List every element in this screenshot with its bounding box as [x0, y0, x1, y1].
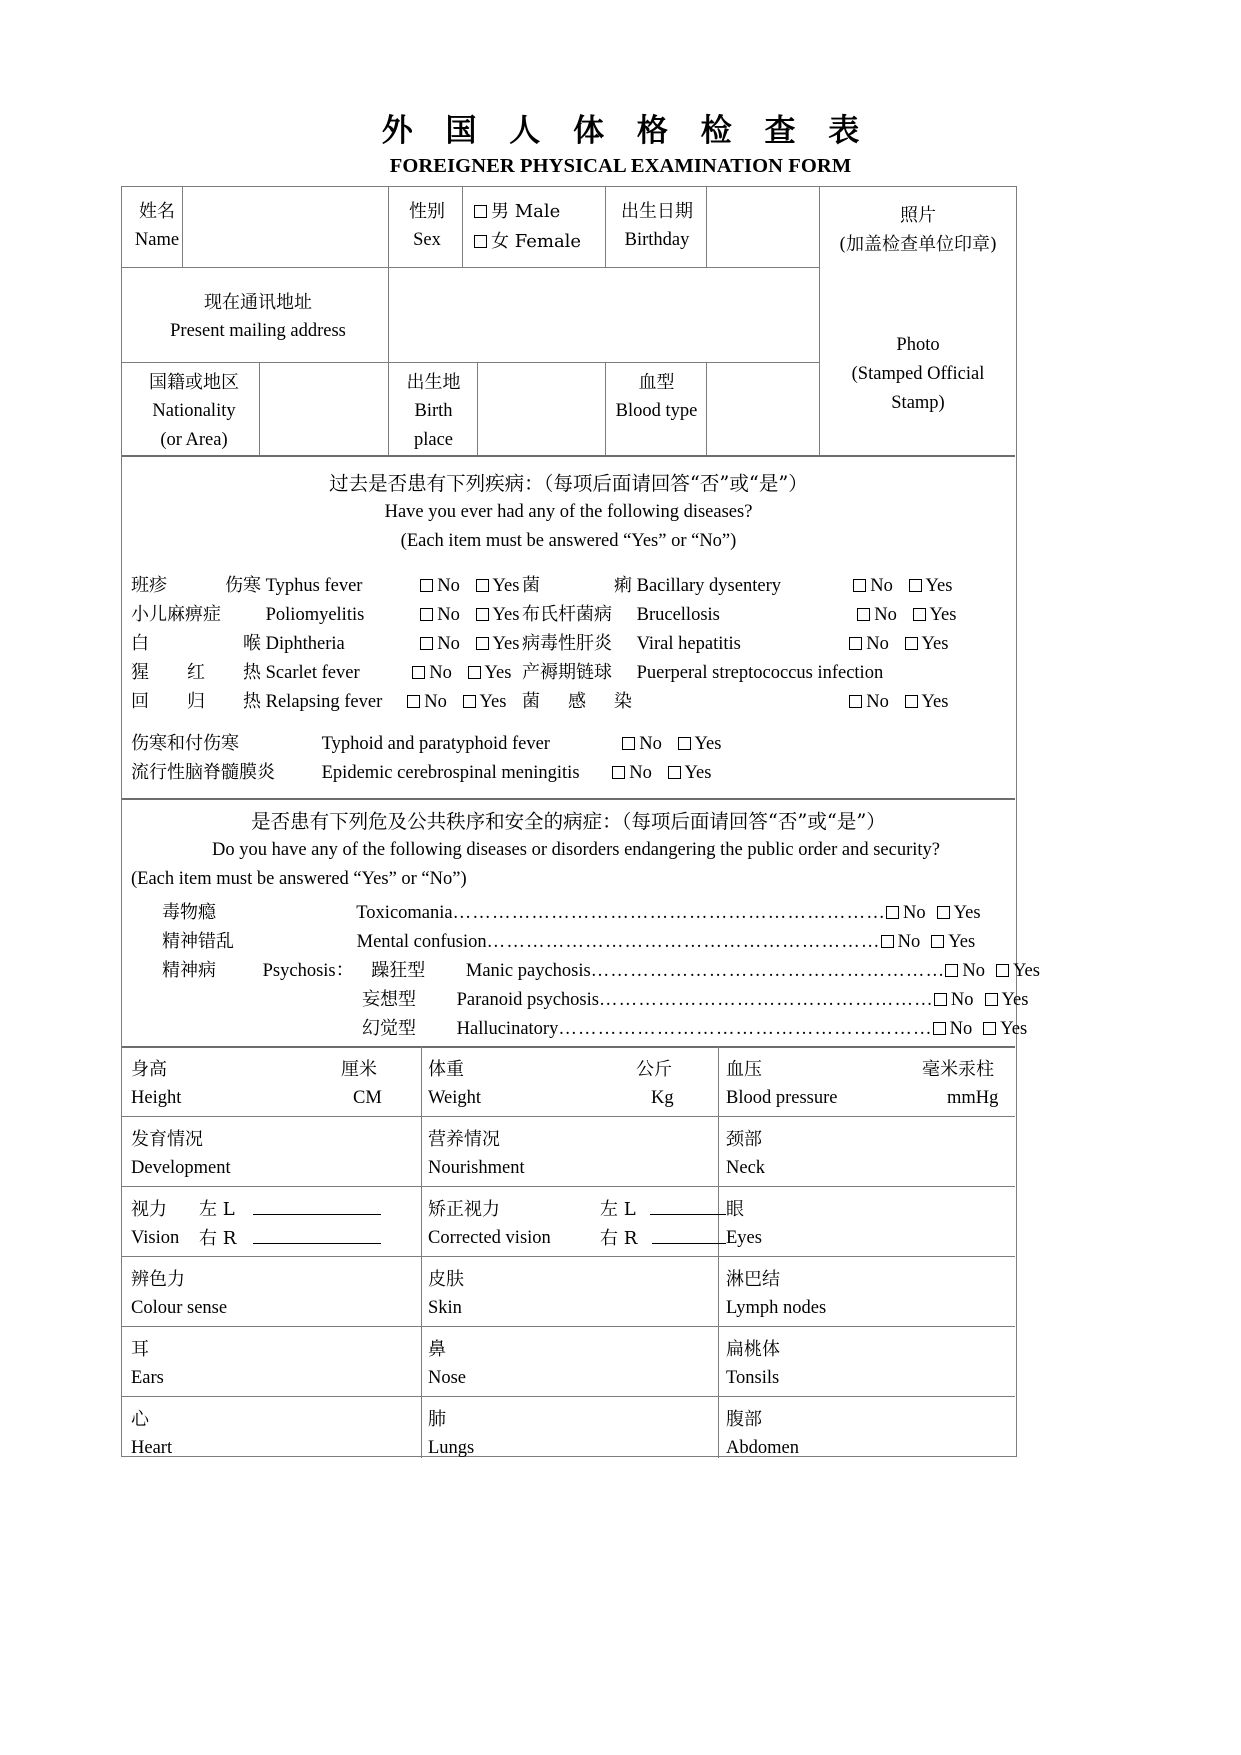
vision-right-label: 右 R [199, 1228, 237, 1249]
exam-label-cn: 皮肤 [428, 1269, 464, 1290]
female-checkbox[interactable] [474, 235, 487, 248]
exam-label-cn: 淋巴结 [726, 1269, 780, 1290]
exam-label-cn: 身高 [131, 1059, 167, 1080]
yes-label: Yes [1000, 1019, 1028, 1039]
exam-cell-nourishment[interactable] [428, 1125, 714, 1183]
field-bloodtype-label-en: Blood type [615, 401, 698, 421]
birthday-input[interactable] [708, 189, 817, 265]
diseases-heading [122, 469, 1015, 556]
male-checkbox[interactable] [474, 205, 487, 218]
leader-dots: ………………………………………………………… [452, 903, 887, 923]
no-checkbox[interactable] [420, 608, 433, 621]
disease-label-cn: 回 归 热 [131, 691, 261, 712]
disorder-yes-option[interactable] [931, 932, 975, 952]
disease-label-cn: 伤寒和付伤寒 [131, 733, 239, 754]
exam-label-en: Skin [428, 1298, 462, 1318]
public-order-row [362, 1014, 1027, 1040]
exam-label-en: Heart [131, 1438, 173, 1458]
no-label: No [897, 932, 921, 952]
exam-unit-cn: 毫米汞柱 [922, 1059, 994, 1080]
public-order-heading-cn-wrap [122, 807, 1015, 836]
disease-no-option[interactable] [407, 692, 447, 712]
exam-label-en: Vision [131, 1228, 180, 1248]
no-checkbox[interactable] [945, 964, 958, 977]
no-checkbox[interactable] [407, 695, 420, 708]
public-order-row [162, 927, 975, 953]
yes-label: Yes [921, 692, 949, 712]
corrected-vision-left-label: 左 L [600, 1199, 636, 1220]
exam-label-en: Blood pressure [726, 1088, 838, 1108]
rule [421, 1046, 422, 1458]
photo-cell[interactable] [821, 187, 1015, 455]
diseases-heading-en2: (Each item must be answered “Yes” or “No”) [400, 531, 737, 551]
disease-label-cn: 小儿麻痹症 [131, 604, 221, 625]
exam-cell-blood-pressure[interactable] [726, 1055, 1011, 1113]
exam-label-cn: 扁桃体 [726, 1339, 780, 1360]
no-checkbox[interactable] [849, 695, 862, 708]
exam-label-cn: 辨色力 [131, 1269, 185, 1290]
yes-label: Yes [492, 576, 520, 596]
public-order-heading-en2: (Each item must be answered “Yes” or “No”) [131, 869, 467, 889]
field-birthplace-label-en: Birth [414, 401, 453, 421]
no-label: No [874, 605, 897, 625]
no-label: No [639, 734, 662, 754]
no-checkbox[interactable] [612, 766, 625, 779]
yes-label: Yes [953, 903, 981, 923]
rule [122, 1116, 1015, 1117]
no-label: No [870, 576, 893, 596]
field-name-label-cn: 姓名 [139, 201, 175, 222]
disorder-label-en: Hallucinatory [456, 1019, 559, 1039]
exam-label-cn: 鼻 [428, 1339, 446, 1360]
page-title-english: FOREIGNER PHYSICAL EXAMINATION FORM [389, 155, 852, 177]
yes-checkbox[interactable] [668, 766, 681, 779]
vision-left-label: 左 L [199, 1199, 235, 1220]
field-nationality-label-en2: (or Area) [160, 430, 228, 450]
no-label: No [962, 961, 985, 981]
no-label: No [866, 692, 889, 712]
yes-label: Yes [694, 734, 722, 754]
disease-yes-option[interactable] [463, 692, 507, 712]
field-sex-label-en: Sex [413, 230, 441, 250]
exam-label-en: Nose [428, 1368, 467, 1388]
yes-checkbox[interactable] [463, 695, 476, 708]
disease-row [131, 687, 506, 713]
exam-label-en: Neck [726, 1158, 766, 1178]
disease-row [131, 571, 519, 597]
leader-dots: ……………………………………………… [590, 961, 946, 981]
disease-no-option[interactable] [622, 734, 662, 754]
yes-label: Yes [684, 763, 712, 783]
rule [122, 1186, 1015, 1187]
disorder-no-option[interactable] [881, 932, 921, 952]
corrected-vision-right-label: 右 R [600, 1228, 638, 1249]
disease-row [131, 629, 519, 655]
no-checkbox[interactable] [412, 666, 425, 679]
disorder-yes-option[interactable] [983, 1019, 1027, 1039]
exam-label-en: Development [131, 1158, 231, 1178]
sex-options [474, 197, 602, 257]
exam-cell-development[interactable] [131, 1125, 417, 1183]
no-checkbox[interactable] [420, 637, 433, 650]
disease-row [522, 571, 952, 597]
yes-checkbox[interactable] [937, 906, 950, 919]
no-label: No [424, 692, 447, 712]
disorder-label-en: Paranoid psychosis [456, 990, 599, 1010]
disorder-no-option[interactable] [934, 990, 974, 1010]
disease-yes-option[interactable] [913, 605, 957, 625]
disease-yes-option[interactable] [476, 605, 520, 625]
exam-cell-abdomen[interactable] [726, 1405, 1011, 1463]
yes-checkbox[interactable] [931, 935, 944, 948]
field-nationality [130, 368, 258, 455]
exam-cell-skin[interactable] [428, 1265, 714, 1323]
rule [122, 1326, 1015, 1327]
exam-label-cn: 眼 [726, 1199, 744, 1220]
exam-label-en: Corrected vision [428, 1228, 551, 1248]
exam-label-en: Ears [131, 1368, 164, 1388]
exam-label-cn: 肺 [428, 1409, 446, 1430]
public-order-heading-cn: 是否患有下列危及公共秩序和安全的病症：（每项后面请回答“否”或“是”） [251, 810, 886, 833]
disorder-yes-option[interactable] [985, 990, 1029, 1010]
sex-option-male[interactable] [474, 197, 602, 227]
field-bloodtype [609, 368, 704, 426]
diseases-heading-cn: 过去是否患有下列疾病：（每项后面请回答“否”或“是”） [329, 472, 808, 495]
disease-no-option[interactable] [849, 634, 889, 654]
photo-label-en: Photo [896, 335, 940, 355]
photo-label-en3: Stamp) [891, 393, 945, 413]
disease-no-option[interactable] [857, 605, 897, 625]
field-bloodtype-label-cn: 血型 [638, 372, 675, 393]
public-order-row [162, 898, 981, 924]
exam-label-cn: 心 [131, 1409, 149, 1430]
rule [122, 1396, 1015, 1397]
disease-label-cn: 猩 红 热 [131, 662, 261, 683]
no-checkbox[interactable] [849, 637, 862, 650]
exam-label-cn: 矫正视力 [428, 1199, 500, 1220]
rule [122, 455, 1015, 457]
exam-unit-en: CM [353, 1088, 382, 1108]
disorder-no-option[interactable] [933, 1019, 973, 1039]
exam-cell-heart[interactable] [131, 1405, 417, 1463]
disorder-label-en: Manic paychosis [465, 961, 591, 981]
leader-dots: …………………………………………………… [486, 932, 881, 952]
rule [122, 1256, 1015, 1257]
field-address-label-cn: 现在通讯地址 [204, 292, 312, 313]
yes-checkbox[interactable] [678, 737, 691, 750]
no-checkbox[interactable] [933, 1022, 946, 1035]
exam-label-en: Abdomen [726, 1438, 799, 1458]
disease-yes-option[interactable] [668, 763, 712, 783]
disease-yes-option[interactable] [905, 634, 949, 654]
no-checkbox[interactable] [881, 935, 894, 948]
exam-label-cn: 颈部 [726, 1129, 762, 1150]
yes-checkbox[interactable] [905, 695, 918, 708]
disease-yes-option[interactable] [678, 734, 722, 754]
sex-option-female-label: 女 Female [491, 231, 582, 252]
no-checkbox[interactable] [853, 579, 866, 592]
field-name [130, 197, 184, 255]
disease-label-en: Poliomyelitis [265, 605, 365, 625]
vision-left-input[interactable] [253, 1213, 381, 1215]
disorder-label-en: Mental confusion [356, 932, 487, 952]
disease-yes-option[interactable] [468, 663, 512, 683]
disorder-subtype-cn: 幻觉型 [362, 1018, 416, 1039]
exam-cell-eyes[interactable] [726, 1195, 1011, 1253]
rule [388, 362, 389, 455]
exam-label-en: Weight [428, 1088, 481, 1108]
no-label: No [437, 605, 460, 625]
exam-unit-en: Kg [651, 1088, 674, 1108]
photo-label-cn2: (加盖检查单位印章) [838, 234, 998, 255]
photo-label-en2: (Stamped Official [851, 364, 985, 384]
exam-cell-colour-sense[interactable] [131, 1265, 417, 1323]
psychosis-label-cn: 精神病 [162, 960, 216, 981]
exam-unit-en: mmHg [947, 1088, 999, 1108]
exam-label-en: Lymph nodes [726, 1298, 827, 1318]
yes-checkbox[interactable] [996, 964, 1009, 977]
sex-option-male-label: 男 Male [491, 201, 561, 222]
yes-checkbox[interactable] [985, 993, 998, 1006]
disorder-no-option[interactable] [886, 903, 926, 923]
exam-cell-weight[interactable] [428, 1055, 714, 1113]
exam-unit-cn: 厘米 [341, 1059, 377, 1080]
disease-label-en: Typhoid and paratyphoid fever [321, 734, 550, 754]
rule [462, 187, 463, 267]
disease-row [522, 687, 948, 713]
disease-yes-option[interactable] [476, 634, 520, 654]
disease-label-cn: 流行性脑脊髓膜炎 [131, 762, 275, 783]
public-order-heading-en: Do you have any of the following diseases or disorders endangering the public order and security? [212, 840, 940, 860]
disease-label-en: Diphtheria [265, 634, 345, 654]
yes-label: Yes [479, 692, 507, 712]
disease-yes-option[interactable] [905, 692, 949, 712]
disease-row [522, 600, 956, 626]
disease-yes-option[interactable] [909, 576, 953, 596]
yes-checkbox[interactable] [476, 637, 489, 650]
yes-label: Yes [948, 932, 976, 952]
leader-dots: ………………………………………………… [558, 1019, 933, 1039]
disease-label-en: Relapsing fever [265, 692, 383, 712]
photo-label-cn: 照片 [900, 205, 936, 226]
disease-no-option[interactable] [412, 663, 452, 683]
exam-label-cn: 腹部 [726, 1409, 762, 1430]
exam-label-cn: 体重 [428, 1059, 464, 1080]
field-sex [397, 197, 457, 255]
disease-label-cn: 布氏杆菌病 [522, 604, 612, 625]
exam-label-cn: 发育情况 [131, 1129, 203, 1150]
disease-yes-option[interactable] [476, 576, 520, 596]
field-birthplace-label-cn: 出生地 [406, 372, 461, 393]
yes-checkbox[interactable] [905, 637, 918, 650]
field-address-label-en: Present mailing address [170, 321, 346, 341]
field-nationality-label-cn: 国籍或地区 [149, 372, 239, 393]
public-order-heading-en2-wrap [131, 865, 467, 894]
form-table [121, 186, 1040, 1458]
yes-label: Yes [921, 634, 949, 654]
disorder-subtype-cn: 躁狂型 [371, 960, 426, 981]
public-order-heading-en-wrap [136, 836, 1016, 865]
disease-label-en: Puerperal streptococcus infection [636, 663, 884, 683]
no-checkbox[interactable] [934, 993, 947, 1006]
disease-label-en: Typhus fever [265, 576, 363, 596]
exam-label-cn: 营养情况 [428, 1129, 500, 1150]
disease-label-en: Bacillary dysentery [636, 576, 781, 596]
field-nationality-label-en: Nationality [152, 401, 236, 421]
disorder-label-cn: 精神错乱 [162, 931, 234, 952]
rule [122, 798, 1015, 800]
sex-option-female[interactable] [474, 227, 602, 257]
disease-row-wide [131, 758, 711, 784]
exam-cell-ears[interactable] [131, 1335, 417, 1393]
yes-checkbox[interactable] [476, 579, 489, 592]
yes-label: Yes [925, 576, 953, 596]
yes-label: Yes [1001, 990, 1029, 1010]
disorder-subtype-cn: 妄想型 [362, 989, 416, 1010]
diseases-heading-en: Have you ever had any of the following diseases? [384, 502, 753, 522]
yes-label: Yes [1012, 961, 1040, 981]
no-checkbox[interactable] [886, 906, 899, 919]
disease-no-option[interactable] [612, 763, 652, 783]
disorder-label-en: Toxicomania [356, 903, 453, 923]
field-birthplace-label-en2: place [413, 430, 454, 450]
yes-checkbox[interactable] [913, 608, 926, 621]
exam-cell-tonsils[interactable] [726, 1335, 1011, 1393]
no-label: No [950, 990, 974, 1010]
no-checkbox[interactable] [420, 579, 433, 592]
nationality-input[interactable] [261, 364, 386, 453]
exam-cell-height[interactable] [131, 1055, 417, 1113]
corrected-vision-right-input[interactable] [652, 1242, 726, 1244]
disease-label-cn: 菌 感 染 [522, 691, 632, 712]
yes-checkbox[interactable] [983, 1022, 996, 1035]
rule [605, 362, 606, 455]
exam-cell-nose[interactable] [428, 1335, 714, 1393]
disease-label-en: Scarlet fever [265, 663, 360, 683]
no-label: No [866, 634, 889, 654]
disease-row-wide [131, 729, 721, 755]
no-label: No [429, 663, 452, 683]
disease-label-cn: 班疹 伤寒 [131, 575, 261, 596]
field-birthday-label-en: Birthday [624, 230, 690, 250]
yes-label: Yes [929, 605, 957, 625]
field-birthday-label-cn: 出生日期 [621, 201, 693, 222]
field-birthday [611, 197, 703, 255]
no-checkbox[interactable] [857, 608, 870, 621]
disorder-label-cn: 毒物瘾 [162, 902, 216, 923]
exam-label-en: Tonsils [726, 1368, 780, 1388]
disease-label-en: Viral hepatitis [636, 634, 741, 654]
disease-label-en: Epidemic cerebrospinal meningitis [321, 763, 580, 783]
yes-label: Yes [492, 634, 520, 654]
exam-label-en: Eyes [726, 1228, 762, 1248]
public-order-row [362, 985, 1028, 1011]
no-label: No [629, 763, 652, 783]
disease-row [522, 629, 948, 655]
disease-label-cn: 产褥期链球 [522, 662, 612, 683]
disease-row [131, 658, 511, 684]
birthplace-input[interactable] [479, 364, 603, 453]
rule [718, 1046, 719, 1458]
field-birthplace [392, 368, 475, 455]
exam-label-cn: 视力 [131, 1199, 167, 1220]
yes-label: Yes [484, 663, 512, 683]
exam-label-cn: 血压 [726, 1059, 762, 1080]
rule [122, 1046, 1015, 1048]
exam-cell-neck[interactable] [726, 1125, 1011, 1183]
disease-no-option[interactable] [853, 576, 893, 596]
name-input[interactable] [184, 189, 386, 265]
yes-checkbox[interactable] [909, 579, 922, 592]
disorder-no-option[interactable] [945, 961, 985, 981]
field-address [132, 288, 384, 346]
exam-cell-lungs[interactable] [428, 1405, 714, 1463]
disease-no-option[interactable] [849, 692, 889, 712]
disease-no-option[interactable] [420, 605, 460, 625]
page-title-chinese: 外 国 人 体 格 检 查 表 [381, 113, 871, 149]
no-label: No [437, 634, 460, 654]
no-checkbox[interactable] [622, 737, 635, 750]
disorder-yes-option[interactable] [996, 961, 1040, 981]
disease-no-option[interactable] [420, 576, 460, 596]
exam-cell-corrected-vision[interactable] [428, 1195, 714, 1253]
disease-label-cn: 白 喉 [131, 633, 261, 654]
exam-label-cn: 耳 [131, 1339, 149, 1360]
field-sex-label-cn: 性别 [409, 201, 445, 222]
exam-label-en: Height [131, 1088, 182, 1108]
corrected-vision-left-input[interactable] [650, 1213, 726, 1215]
no-label: No [437, 576, 460, 596]
disease-row [131, 600, 519, 626]
field-name-label-en: Name [134, 230, 180, 250]
exam-label-en: Colour sense [131, 1298, 228, 1318]
yes-label: Yes [492, 605, 520, 625]
exam-unit-cn: 公斤 [636, 1059, 672, 1080]
bloodtype-input[interactable] [708, 364, 817, 453]
public-order-row [162, 956, 1040, 982]
rule [388, 187, 389, 267]
exam-label-en: Lungs [428, 1438, 475, 1458]
vision-right-input[interactable] [253, 1242, 381, 1244]
yes-checkbox[interactable] [468, 666, 481, 679]
no-label: No [903, 903, 926, 923]
disease-label-cn: 病毒性肝炎 [522, 633, 612, 654]
disease-label-cn: 菌 痢 [522, 575, 632, 596]
psychosis-label-en: Psychosis： [262, 961, 355, 981]
rule [605, 187, 606, 267]
exam-label-en: Nourishment [428, 1158, 525, 1178]
yes-checkbox[interactable] [476, 608, 489, 621]
disorder-yes-option[interactable] [937, 903, 981, 923]
disease-no-option[interactable] [420, 634, 460, 654]
no-label: No [949, 1019, 973, 1039]
exam-cell-lymph-nodes[interactable] [726, 1265, 1011, 1323]
leader-dots: …………………………………………… [598, 990, 934, 1010]
exam-cell-vision[interactable] [131, 1195, 417, 1253]
disease-label-en: Brucellosis [636, 605, 720, 625]
disease-row [522, 658, 883, 684]
address-input[interactable] [390, 269, 817, 360]
